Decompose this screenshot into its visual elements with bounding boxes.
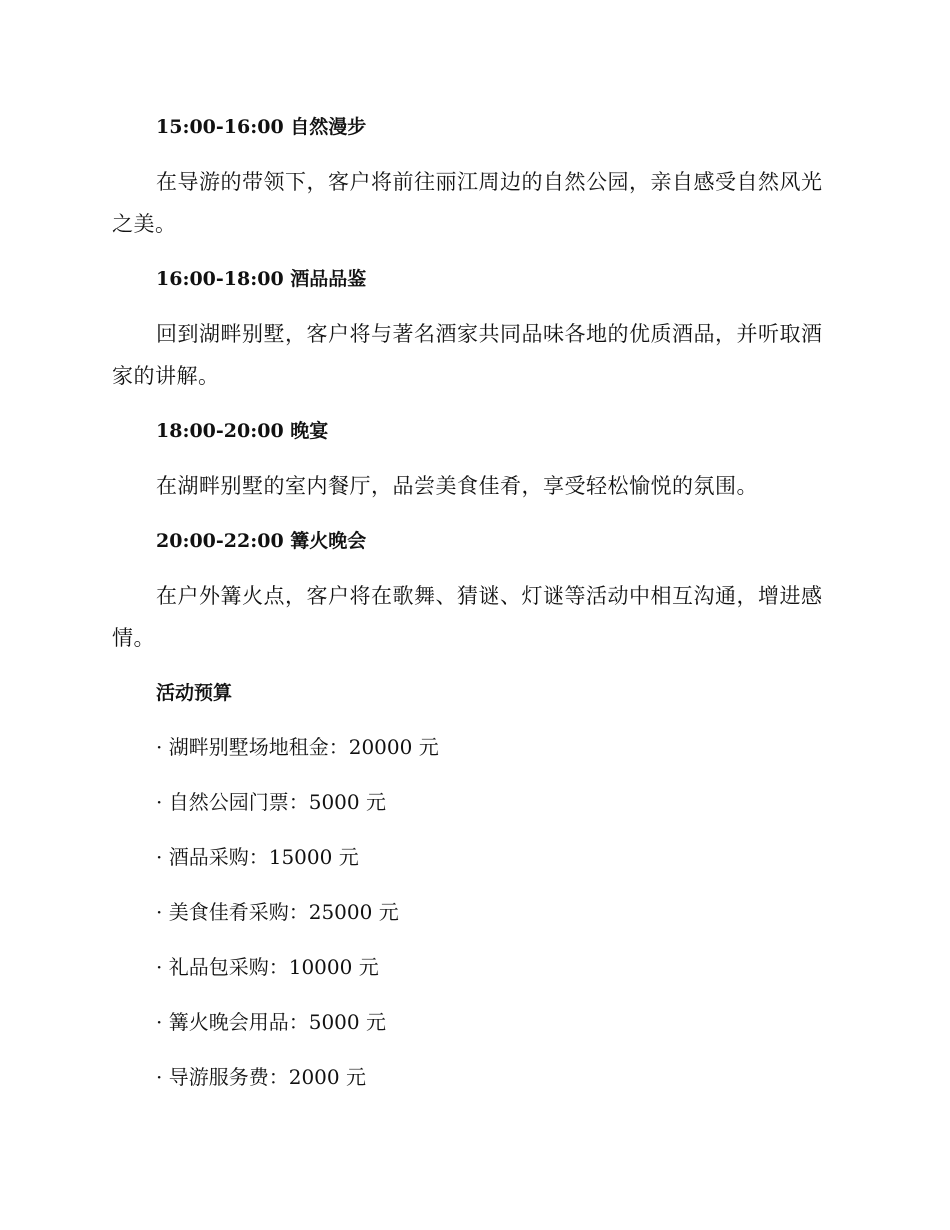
schedule-text-wine-tasting: 回到湖畔别墅，客户将与著名酒家共同品味各地的优质酒品，并听取酒家的讲解。 (112, 322, 823, 388)
schedule-heading-nature-walk: 15:00-16:00 自然漫步 (156, 116, 367, 138)
budget-item-guide-fee: · 导游服务费：2000 元 (156, 1065, 366, 1089)
schedule-heading-bonfire-party: 20:00-22:00 篝火晚会 (156, 530, 367, 552)
budget-item-wine-purchase: · 酒品采购：15000 元 (156, 845, 359, 869)
schedule-heading-dinner: 18:00-20:00 晚宴 (156, 420, 329, 442)
schedule-text-bonfire-party: 在户外篝火点，客户将在歌舞、猜谜、灯谜等活动中相互沟通，增进感情。 (112, 584, 823, 650)
budget-heading: 活动预算 (156, 682, 233, 704)
schedule-heading-wine-tasting: 16:00-18:00 酒品品鉴 (156, 268, 367, 290)
budget-item-gift-purchase: · 礼品包采购：10000 元 (156, 955, 379, 979)
budget-item-food-purchase: · 美食佳肴采购：25000 元 (156, 900, 399, 924)
schedule-text-nature-walk: 在导游的带领下，客户将前往丽江周边的自然公园，亲自感受自然风光之美。 (112, 170, 823, 236)
budget-item-villa-rent: · 湖畔别墅场地租金：20000 元 (156, 735, 439, 759)
budget-item-park-tickets: · 自然公园门票：5000 元 (156, 790, 386, 814)
schedule-text-dinner: 在湖畔别墅的室内餐厅，品尝美食佳肴，享受轻松愉悦的氛围。 (156, 474, 758, 498)
budget-item-bonfire-supplies: · 篝火晚会用品：5000 元 (156, 1010, 386, 1034)
